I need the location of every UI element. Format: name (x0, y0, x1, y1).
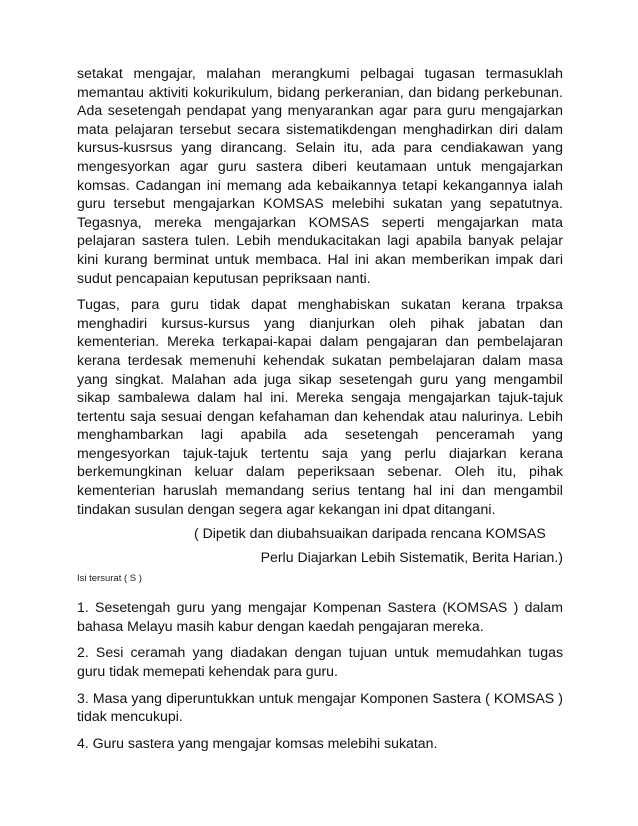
point-item-2: 2. Sesi ceramah yang diadakan dengan tujuan untuk memudahkan tugas guru tidak memepati kehendak para guru. (77, 644, 563, 680)
source-line-1: ( Dipetik dan diubahsuaikan daripada rencana KOMSAS (194, 525, 546, 542)
document-page (77, 64, 563, 752)
paragraph-1: setakat mengajar, malahan merangkumi pelbagai tugasan termasuklah memantau aktiviti kokurikulum, bidang perkeranian, dan bidang perkebunan. Ada sesetengah pendapat yang menyarankan agar para guru mengajarkan mata pelajaran tersebut secara sistematikdengan menghadirkan diri dalam kursus-kusrsus yang dirancang. Selain itu, ada para cendiakawan yang mengesyorkan agar guru sastera diberi keutamaan untuk mengajarkan komsas. Cadangan ini memang ada kebaikannya tetapi kekangannya ialah guru tersebut mengajarkan KOMSAS melebihi sukatan yang sepatutnya. Tegasnya, mereka mengajarkan KOMSAS seperti mengajarkan mata pelajaran sastera tulen. Lebih mendukacitakan lagi apabila banyak pelajar kini kurang berminat untuk membaca. Hal ini akan memberikan impak dari sudut pencapaian keputusan pepriksaan nanti. (77, 65, 563, 286)
point-item-3: 3. Masa yang diperuntukkan untuk mengajar Komponen Sastera ( KOMSAS ) tidak mencukupi. (77, 689, 563, 725)
point-item-4: 4. Guru sastera yang mengajar komsas melebihi sukatan. (77, 734, 438, 751)
source-line-2: Perlu Diajarkan Lebih Sistematik, Berita Harian.) (260, 549, 563, 566)
paragraph-2: Tugas, para guru tidak dapat menghabiskan sukatan kerana trpaksa menghadiri kursus-kursus yang dianjurkan oleh pihak jabatan dan kementerian. Mereka terkapai-kapai dalam pengajaran dan pembelajaran kerana terdesak memenuhi kehendak sukatan pembelajaran dalam masa yang singkat. Malahan ada juga sikap sesetengah guru yang mengambil sikap sambalewa dalam hal ini. Mereka sengaja mengajarkan tajuk-tajuk tertentu saja sesuai dengan kefahaman dan kehendak atau nalurinya. Lebih menghambarkan lagi apabila ada sesetengah penceramah yang mengesyorkan tajuk-tajuk tertentu saja yang perlu diajarkan kerana berkemungkinan keluar dalam peperiksaan sebenar. Oleh itu, pihak kementerian haruslah memandang serius tentang hal ini dan mengambil tindakan susulan dengan segera agar kekangan ini dpat ditangani. (77, 296, 563, 517)
point-item-1: 1. Sesetengah guru yang mengajar Kompenan Sastera (KOMSAS ) dalam bahasa Melayu masih kabur dengan kaedah pengajaran mereka. (77, 599, 563, 634)
isi-tersurat-label: Isi tersurat ( S ) (77, 573, 142, 585)
